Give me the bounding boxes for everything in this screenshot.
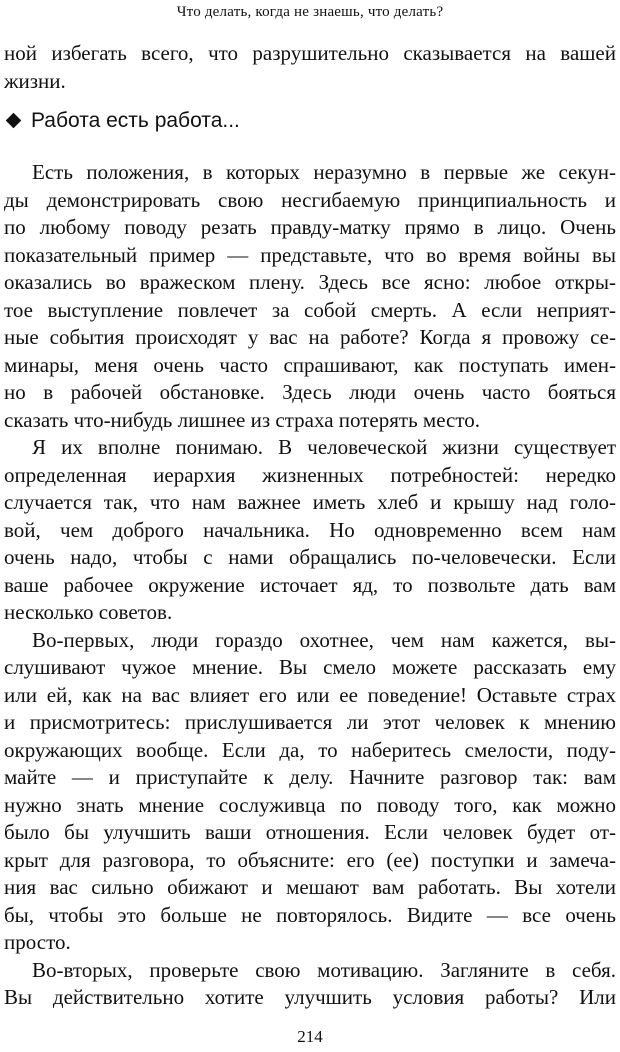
text-line: просто. (4, 930, 71, 954)
text-line: очень надо, чтобы с нами обращались по-человечески. Если (4, 545, 616, 569)
text-line: бы, чтобы это больше не повторялось. Видите — все очень (4, 902, 616, 927)
text-line: Вы действительно хотите улучшить условия работы? Или (4, 985, 616, 1009)
text-line: или ей, как на вас влияет его или ее поведение! Оставьте страх (4, 682, 616, 707)
text-line: крыт для разговора, то объясните: его (ее) поступки и замеча- (4, 847, 616, 872)
text-line: несколько советов. (4, 600, 173, 624)
text-line: оказались во вражеском плену. Здесь все ясно: любое откры- (4, 270, 616, 294)
text-line: по любому поводу резать правду-матку прямо в лицо. Очень (4, 215, 616, 239)
section-heading-label: Работа есть работа... (31, 109, 240, 132)
text-line: слушивают чужое мнение. Вы смело можете рассказать ему (4, 655, 616, 679)
text-line: было бы улучшить ваши отношения. Если человек будет от- (4, 820, 616, 844)
text-line: но в рабочей обстановке. Здесь люди очень часто бояться (4, 380, 616, 404)
page-number: 214 (297, 1027, 323, 1046)
paragraph-4 (4, 957, 616, 1012)
text-line: тое выступление повлечет за собой смерть. А если неприят- (4, 297, 616, 322)
text-line: ды демонстрировать свою несгибаемую принципиальность и (4, 187, 616, 212)
text-line: Есть положения, в которых неразумно в первые же секун- (32, 160, 616, 184)
text-line: случается так, что нам важнее иметь хлеб и крышу над голо- (4, 490, 616, 514)
paragraph-3 (4, 627, 616, 957)
diamond-bullet-icon (6, 113, 22, 129)
text-line: Я их вполне понимаю. В человеческой жизни существует (32, 435, 616, 459)
text-line: Во-первых, люди гораздо охотнее, чем нам кажется, вы- (32, 627, 616, 652)
text-line: сказать что-нибудь лишнее из страха потерять место. (4, 407, 481, 432)
text-line: и присмотритесь: прислушивается ли этот человек к мнению (4, 710, 616, 734)
text-line: показательный пример — представьте, что во время войны вы (4, 242, 616, 267)
body-text (4, 40, 616, 1012)
paragraph-2 (4, 434, 616, 627)
text-line: минары, меня очень часто спрашивают, как поступать имен- (4, 352, 616, 377)
text-line: жизни. (4, 68, 66, 93)
text-line: ные события происходят у вас на работе? Когда я провожу се- (4, 325, 616, 349)
running-head: Что делать, когда не знаешь, что делать? (176, 4, 444, 20)
text-line: Во-вторых, проверьте свою мотивацию. Загляните в себя. (32, 957, 616, 982)
text-line: ния вас сильно обижают и мешают вам работать. Вы хотели (4, 875, 616, 899)
paragraph-1 (4, 159, 616, 434)
text-line: нужно знать мнение сослуживца по поводу того, как можно (4, 792, 616, 817)
text-line: майте — и приступайте к делу. Начните разговор так: вам (4, 765, 616, 789)
section-heading (4, 107, 616, 135)
text-line: ной избегать всего, что разрушительно сказывается на вашей (4, 41, 616, 65)
text-line: вой, чем доброго начальника. Но одновременно всем нам (4, 517, 616, 542)
text-line: определенная иерархия жизненных потребностей: нередко (4, 462, 616, 487)
text-line: ваше рабочее окружение источает яд, то позвольте дать вам (4, 572, 616, 597)
text-line: окружающих вообще. Если да, то наберитесь смелости, поду- (4, 737, 616, 762)
